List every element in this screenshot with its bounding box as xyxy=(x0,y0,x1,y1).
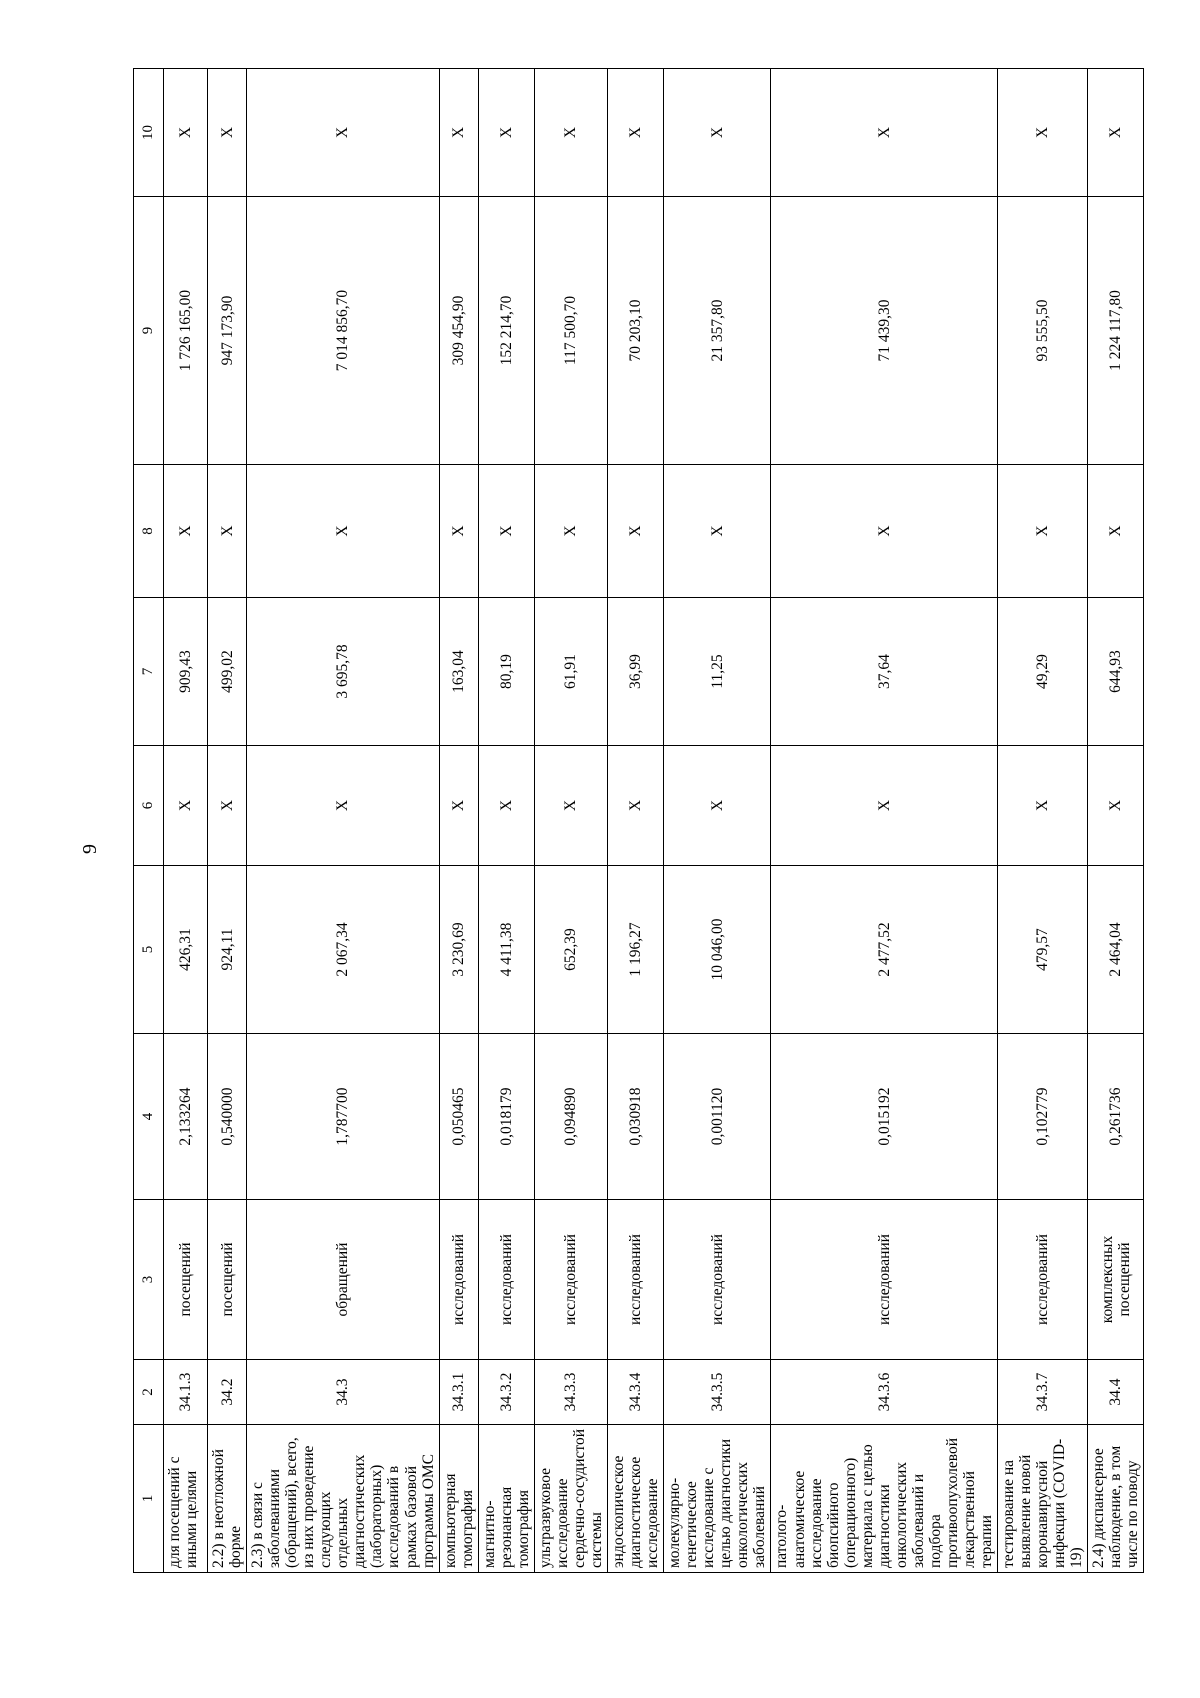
row-col6-cell: Х xyxy=(1088,746,1144,866)
row-code-cell: 34.3.3 xyxy=(534,1360,607,1425)
row-per-capita-cell: 36,99 xyxy=(608,598,664,746)
row-norm-cell: 0,102779 xyxy=(998,1034,1088,1200)
row-unit-cell: посещений xyxy=(208,1200,247,1360)
row-col10-cell: Х xyxy=(1088,69,1144,197)
row-col8-cell: Х xyxy=(164,465,208,598)
row-col10-cell: Х xyxy=(771,69,998,197)
row-col6-cell: Х xyxy=(534,746,607,866)
row-total-cell: 117 500,70 xyxy=(534,197,607,465)
row-cost-cell: 2 067,34 xyxy=(247,866,440,1034)
table-row xyxy=(664,69,771,1573)
row-col10-cell: Х xyxy=(664,69,771,197)
row-name-cell: ультразвуковое исследование сердечно-сосудистой системы xyxy=(534,1425,607,1573)
table-row xyxy=(608,69,664,1573)
column-header: 2 xyxy=(134,1360,164,1425)
row-norm-cell: 0,050465 xyxy=(439,1034,478,1200)
row-total-cell: 1 726 165,00 xyxy=(164,197,208,465)
row-unit-cell: комплексных посещений xyxy=(1088,1200,1144,1360)
row-per-capita-cell: 11,25 xyxy=(664,598,771,746)
row-unit-cell: исследований xyxy=(998,1200,1088,1360)
column-header: 9 xyxy=(134,197,164,465)
row-col10-cell: Х xyxy=(534,69,607,197)
row-per-capita-cell: 37,64 xyxy=(771,598,998,746)
row-name-cell: магнитно-резонансная томография xyxy=(478,1425,534,1573)
row-col10-cell: Х xyxy=(998,69,1088,197)
table-row xyxy=(998,69,1088,1573)
row-unit-cell: исследований xyxy=(439,1200,478,1360)
row-code-cell: 34.2 xyxy=(208,1360,247,1425)
row-col6-cell: Х xyxy=(478,746,534,866)
row-unit-cell: исследований xyxy=(771,1200,998,1360)
row-cost-cell: 479,57 xyxy=(998,866,1088,1034)
row-total-cell: 947 173,90 xyxy=(208,197,247,465)
row-cost-cell: 2 464,04 xyxy=(1088,866,1144,1034)
row-col6-cell: Х xyxy=(771,746,998,866)
row-total-cell: 93 555,50 xyxy=(998,197,1088,465)
row-norm-cell: 0,094890 xyxy=(534,1034,607,1200)
page-number: 9 xyxy=(78,844,101,854)
row-name-cell: для посещений с иными целями xyxy=(164,1425,208,1573)
row-col10-cell: Х xyxy=(608,69,664,197)
row-norm-cell: 2,133264 xyxy=(164,1034,208,1200)
column-header: 7 xyxy=(134,598,164,746)
row-col8-cell: Х xyxy=(478,465,534,598)
row-code-cell: 34.1.3 xyxy=(164,1360,208,1425)
row-cost-cell: 3 230,69 xyxy=(439,866,478,1034)
row-col6-cell: Х xyxy=(208,746,247,866)
row-unit-cell: обращений xyxy=(247,1200,440,1360)
row-col6-cell: Х xyxy=(164,746,208,866)
column-header: 4 xyxy=(134,1034,164,1200)
row-col8-cell: Х xyxy=(534,465,607,598)
row-name-cell: патолого-анатомическое исследование биопсийного (операционного) материала с целью диагностики онкологических заболеваний и подбора противоопухолевой лекарственной терапии xyxy=(771,1425,998,1573)
volume-cost-table xyxy=(133,68,1144,1573)
row-col8-cell: Х xyxy=(247,465,440,598)
row-col8-cell: Х xyxy=(998,465,1088,598)
row-code-cell: 34.3.5 xyxy=(664,1360,771,1425)
row-per-capita-cell: 499,02 xyxy=(208,598,247,746)
column-header: 10 xyxy=(134,69,164,197)
row-cost-cell: 652,39 xyxy=(534,866,607,1034)
row-cost-cell: 4 411,38 xyxy=(478,866,534,1034)
row-unit-cell: исследований xyxy=(478,1200,534,1360)
row-cost-cell: 2 477,52 xyxy=(771,866,998,1034)
row-code-cell: 34.3.1 xyxy=(439,1360,478,1425)
row-per-capita-cell: 644,93 xyxy=(1088,598,1144,746)
row-name-cell: 2.4) диспансерное наблюдение, в том числе по поводу xyxy=(1088,1425,1144,1573)
row-total-cell: 21 357,80 xyxy=(664,197,771,465)
row-col8-cell: Х xyxy=(1088,465,1144,598)
row-col8-cell: Х xyxy=(608,465,664,598)
row-col10-cell: Х xyxy=(478,69,534,197)
row-per-capita-cell: 61,91 xyxy=(534,598,607,746)
row-norm-cell: 0,001120 xyxy=(664,1034,771,1200)
table-row xyxy=(534,69,607,1573)
table-row xyxy=(439,69,478,1573)
column-header: 5 xyxy=(134,866,164,1034)
row-per-capita-cell: 80,19 xyxy=(478,598,534,746)
table-row xyxy=(164,69,208,1573)
row-code-cell: 34.3.2 xyxy=(478,1360,534,1425)
row-per-capita-cell: 163,04 xyxy=(439,598,478,746)
row-norm-cell: 0,261736 xyxy=(1088,1034,1144,1200)
row-unit-cell: исследований xyxy=(534,1200,607,1360)
row-col8-cell: Х xyxy=(208,465,247,598)
row-name-cell: эндоскопическое диагностическое исследование xyxy=(608,1425,664,1573)
row-total-cell: 7 014 856,70 xyxy=(247,197,440,465)
row-total-cell: 309 454,90 xyxy=(439,197,478,465)
row-name-cell: молекулярно-генетическое исследование с целью диагностики онкологических заболеваний xyxy=(664,1425,771,1573)
row-per-capita-cell: 909,43 xyxy=(164,598,208,746)
row-col6-cell: Х xyxy=(247,746,440,866)
row-code-cell: 34.3.4 xyxy=(608,1360,664,1425)
row-col6-cell: Х xyxy=(998,746,1088,866)
row-total-cell: 1 224 117,80 xyxy=(1088,197,1144,465)
row-col10-cell: Х xyxy=(164,69,208,197)
row-total-cell: 152 214,70 xyxy=(478,197,534,465)
row-name-cell: тестирование на выявление новой коронавирусной инфекции (COVID-19) xyxy=(998,1425,1088,1573)
row-col10-cell: Х xyxy=(439,69,478,197)
table-row xyxy=(208,69,247,1573)
row-col10-cell: Х xyxy=(208,69,247,197)
column-header: 1 xyxy=(134,1425,164,1573)
row-name-cell: 2.2) в неотложной форме xyxy=(208,1425,247,1573)
row-unit-cell: исследований xyxy=(664,1200,771,1360)
row-per-capita-cell: 3 695,78 xyxy=(247,598,440,746)
row-norm-cell: 1,787700 xyxy=(247,1034,440,1200)
row-col6-cell: Х xyxy=(664,746,771,866)
row-unit-cell: посещений xyxy=(164,1200,208,1360)
column-header: 3 xyxy=(134,1200,164,1360)
row-cost-cell: 10 046,00 xyxy=(664,866,771,1034)
row-total-cell: 70 203,10 xyxy=(608,197,664,465)
table-row xyxy=(1088,69,1144,1573)
row-code-cell: 34.3.7 xyxy=(998,1360,1088,1425)
row-norm-cell: 0,015192 xyxy=(771,1034,998,1200)
row-cost-cell: 924,11 xyxy=(208,866,247,1034)
table-row xyxy=(771,69,998,1573)
row-norm-cell: 0,540000 xyxy=(208,1034,247,1200)
row-norm-cell: 0,030918 xyxy=(608,1034,664,1200)
row-code-cell: 34.3 xyxy=(247,1360,440,1425)
table-row xyxy=(478,69,534,1573)
column-header: 6 xyxy=(134,746,164,866)
row-code-cell: 34.4 xyxy=(1088,1360,1144,1425)
row-cost-cell: 426,31 xyxy=(164,866,208,1034)
header-row xyxy=(134,69,164,1573)
row-col6-cell: Х xyxy=(439,746,478,866)
row-code-cell: 34.3.6 xyxy=(771,1360,998,1425)
row-col10-cell: Х xyxy=(247,69,440,197)
row-norm-cell: 0,018179 xyxy=(478,1034,534,1200)
row-per-capita-cell: 49,29 xyxy=(998,598,1088,746)
rotated-table-container xyxy=(133,69,1142,1573)
column-header: 8 xyxy=(134,465,164,598)
row-name-cell: 2.3) в связи с заболеваниями (обращений), всего, из них проведение следующих отдельных диагностических (лабораторных) исследований в рамках базовой программы ОМС xyxy=(247,1425,440,1573)
table-row xyxy=(247,69,440,1573)
row-col6-cell: Х xyxy=(608,746,664,866)
row-col8-cell: Х xyxy=(439,465,478,598)
row-name-cell: компьютерная томография xyxy=(439,1425,478,1573)
row-unit-cell: исследований xyxy=(608,1200,664,1360)
row-total-cell: 71 439,30 xyxy=(771,197,998,465)
row-col8-cell: Х xyxy=(664,465,771,598)
row-cost-cell: 1 196,27 xyxy=(608,866,664,1034)
row-col8-cell: Х xyxy=(771,465,998,598)
